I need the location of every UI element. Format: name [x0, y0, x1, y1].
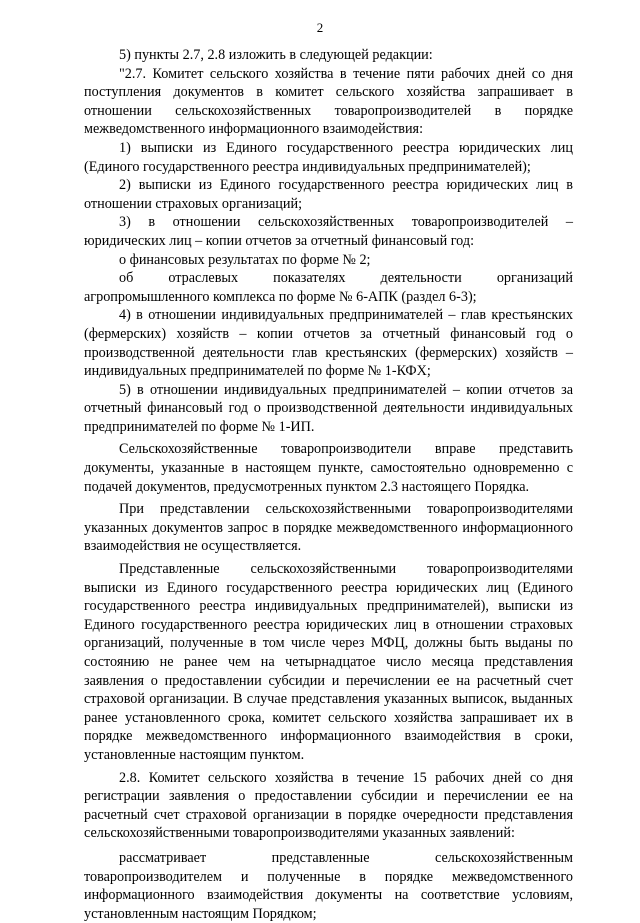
paragraph: Сельскохозяйственные товаропроизводители вправе представить документы, указанные в настоящем пункте, самостоятельно одновременно с подачей документов, предусмотренных пунктом 2.3 настоящего Порядка.	[84, 441, 573, 495]
paragraph: 4) в отношении индивидуальных предпринимателей – глав крестьянских (фермерских) хозяйств – копии отчетов за отчетный финансовый год о производственной деятельности глав крестьянских (фермерских) хозяйств – индивидуальных предпринимателей по форме № 1-КФХ;	[84, 307, 573, 380]
paragraph: 2) выписки из Единого государственного реестра юридических лиц в отношении страховых организаций;	[84, 177, 573, 212]
paragraph: 3) в отношении сельскохозяйственных товаропроизводителей – юридических лиц – копии отчетов за отчетный финансовый год:	[84, 214, 573, 249]
paragraph: "2.7. Комитет сельского хозяйства в течение пяти рабочих дней со дня поступления документов в комитет сельского хозяйства запрашивает в отношении сельскохозяйственных товаропроизводителей в порядке межведомственного информационного взаимодействия:	[84, 65, 573, 138]
paragraph: рассматривает представленные сельскохозяйственным товаропроизводителем и полученные в порядке межведомственного информационного взаимодействия документы на соответствие условиям, установленным настоящим Порядком;	[84, 849, 573, 922]
paragraph: 5) пункты 2.7, 2.8 изложить в следующей редакции:	[119, 47, 433, 63]
paragraph: о финансовых результатах по форме № 2;	[119, 251, 371, 268]
paragraph: об отраслевых показателях деятельности организаций агропромышленного комплекса по форме № 6-АПК (раздел 6-3);	[84, 270, 573, 305]
paragraph: 2.8. Комитет сельского хозяйства в течение 15 рабочих дней со дня регистрации заявления о предоставлении субсидии и перечислении ее на расчетный счет страховой организации в порядке очередности представления сельскохозяйственными товаропроизводителями указанных заявлений:	[84, 769, 573, 842]
paragraph: Представленные сельскохозяйственными товаропроизводителями выписки из Единого государственного реестра юридических лиц (Единого государственного реестра индивидуальных предпринимателей), выписки из Единого государственного реестра юридических лиц в отношении страховых организаций, полученные в том числе через МФЦ, должны быть выданы по состоянию не ранее чем на четырнадцатое число месяца представления заявления о предоставлении субсидии и перечислении ее на расчетный счет страховой организации. В случае представления указанных выписок, выданных ранее установленного срока, комитет сельского хозяйства запрашивает их в порядке межведомственного информационного взаимодействия в сроки, установленные настоящим пунктом.	[84, 561, 573, 763]
paragraph: 5) в отношении индивидуальных предпринимателей – копии отчетов за отчетный финансовый год о производственной деятельности индивидуальных предпринимателей по форме № 1-ИП.	[84, 381, 573, 435]
page-number: 2	[316, 20, 324, 35]
paragraph: 1) выписки из Единого государственного реестра юридических лиц (Единого государственного реестра индивидуальных предпринимателей);	[84, 139, 573, 175]
paragraph: При представлении сельскохозяйственными товаропроизводителями указанных документов запрос в порядке межведомственного информационного взаимодействия не осуществляется.	[84, 501, 573, 555]
document-body	[84, 46, 573, 923]
